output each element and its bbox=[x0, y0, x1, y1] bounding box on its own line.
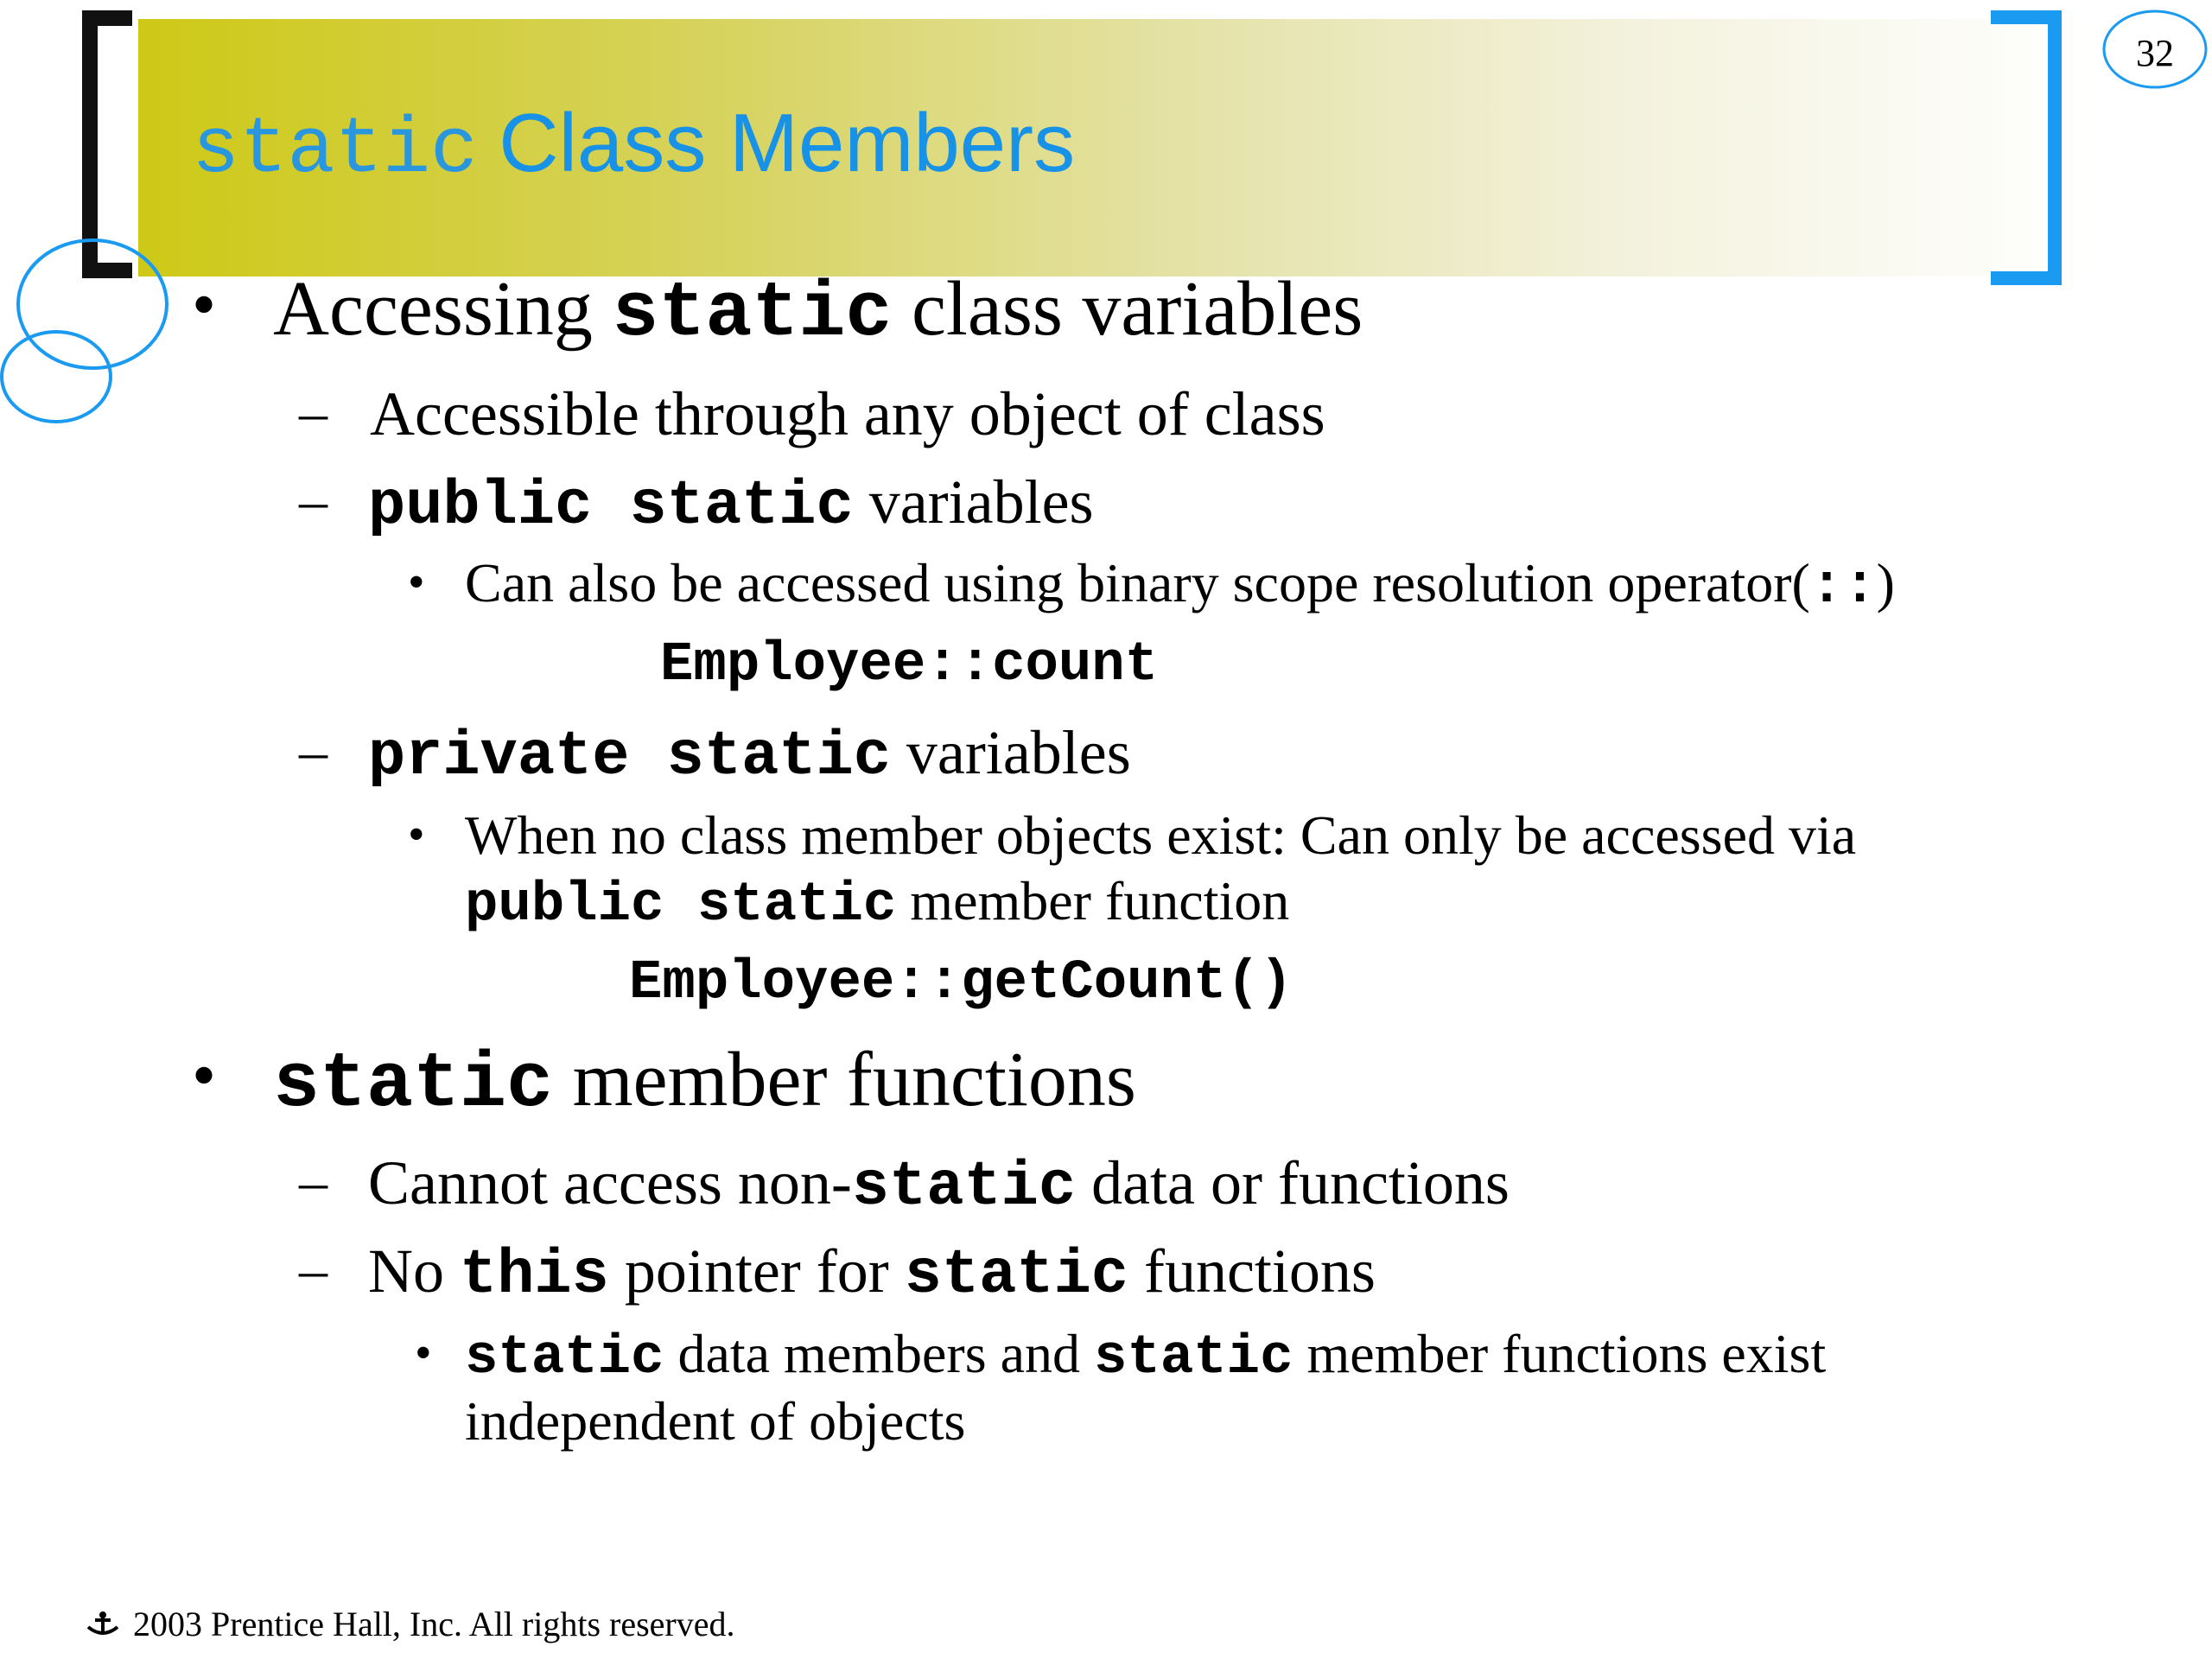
section1-item1: Accessible through any object of class bbox=[370, 379, 1325, 448]
section1-item3-text: variables bbox=[890, 718, 1131, 787]
bullet-dot-2: • bbox=[192, 1038, 217, 1114]
section2-item2-code1: this bbox=[460, 1240, 609, 1311]
section1-item2-sub-close: ) bbox=[1876, 552, 1895, 613]
section1-item3-sub-line2 bbox=[465, 869, 1289, 937]
section1-heading bbox=[273, 264, 1363, 359]
dot-1-2-1: • bbox=[408, 556, 425, 609]
section2-item2-sub-suffix: member functions exist bbox=[1293, 1323, 1827, 1384]
dash-2-2: – bbox=[299, 1238, 327, 1301]
section1-heading-code: static bbox=[612, 270, 893, 359]
decorative-circle-lower bbox=[2, 332, 111, 422]
section1-item2-sub bbox=[465, 551, 1895, 619]
section2-heading-code: static bbox=[273, 1041, 554, 1129]
bullet-dot-1: • bbox=[192, 267, 217, 343]
section2-item2-suffix: functions bbox=[1128, 1236, 1376, 1306]
section1-item2-text: variables bbox=[853, 467, 1094, 537]
publisher-logo-icon bbox=[85, 1610, 121, 1641]
section1-item2-example: Employee::count bbox=[660, 634, 1159, 696]
section1-item3-example: Employee::getCount() bbox=[629, 952, 1294, 1014]
section2-item2-sub-line2: independent of objects bbox=[465, 1390, 966, 1452]
section2-item2 bbox=[368, 1236, 1376, 1311]
section2-item2-middle: pointer for bbox=[608, 1236, 905, 1306]
section2-item2-sub-line1 bbox=[465, 1322, 1826, 1389]
dash-1-1: – bbox=[299, 381, 327, 444]
decorative-circle-upper bbox=[18, 240, 167, 368]
section1-item3 bbox=[368, 717, 1131, 792]
footer bbox=[85, 1604, 734, 1644]
dot-1-3-1: • bbox=[408, 808, 425, 861]
section1-item3-sub-line2-code: public static bbox=[465, 874, 897, 937]
section1-item3-sub-line2-text: member function bbox=[896, 870, 1290, 931]
dot-2-2-1: • bbox=[415, 1326, 432, 1380]
section2-item2-sub-code2: static bbox=[1094, 1327, 1294, 1389]
section1-item3-sub-line1: When no class member objects exist: Can only be accessed via bbox=[465, 804, 1857, 866]
section2-item1-prefix: Cannot access non- bbox=[368, 1148, 852, 1217]
section1-item2 bbox=[368, 467, 1094, 542]
section2-heading-suffix: member functions bbox=[553, 1037, 1136, 1122]
page-number: 32 bbox=[2136, 32, 2174, 74]
section1-item2-sub-code: :: bbox=[1809, 556, 1877, 619]
title-text: Class Members bbox=[499, 97, 1076, 189]
section1-item3-code: private static bbox=[368, 721, 891, 792]
section1-heading-suffix: class variables bbox=[892, 266, 1363, 352]
page-number-badge bbox=[2101, 9, 2209, 90]
section2-item2-sub-middle: data members and bbox=[664, 1323, 1095, 1384]
section2-item1-code: static bbox=[851, 1152, 1077, 1223]
section1-heading-prefix: Accessing bbox=[273, 266, 613, 352]
section2-item2-sub-code1: static bbox=[465, 1327, 664, 1389]
title-keyword: static bbox=[192, 105, 479, 195]
decorative-circles bbox=[0, 233, 173, 432]
section1-item2-sub-text: Can also be accessed using binary scope resolution operator( bbox=[465, 552, 1810, 613]
right-bracket bbox=[1991, 10, 2062, 285]
section2-item2-code2: static bbox=[904, 1240, 1128, 1311]
dash-2-1: – bbox=[299, 1150, 327, 1213]
section2-item1 bbox=[368, 1147, 1510, 1223]
section1-item2-code: public static bbox=[368, 471, 854, 542]
section2-item1-suffix: data or functions bbox=[1076, 1148, 1510, 1217]
dash-1-2: – bbox=[299, 469, 327, 532]
slide-title bbox=[192, 97, 1076, 195]
section2-item2-prefix: No bbox=[368, 1236, 460, 1306]
dash-1-3: – bbox=[299, 720, 327, 783]
copyright-text: 2003 Prentice Hall, Inc. All rights reserved. bbox=[133, 1605, 735, 1643]
section2-heading bbox=[273, 1035, 1136, 1129]
